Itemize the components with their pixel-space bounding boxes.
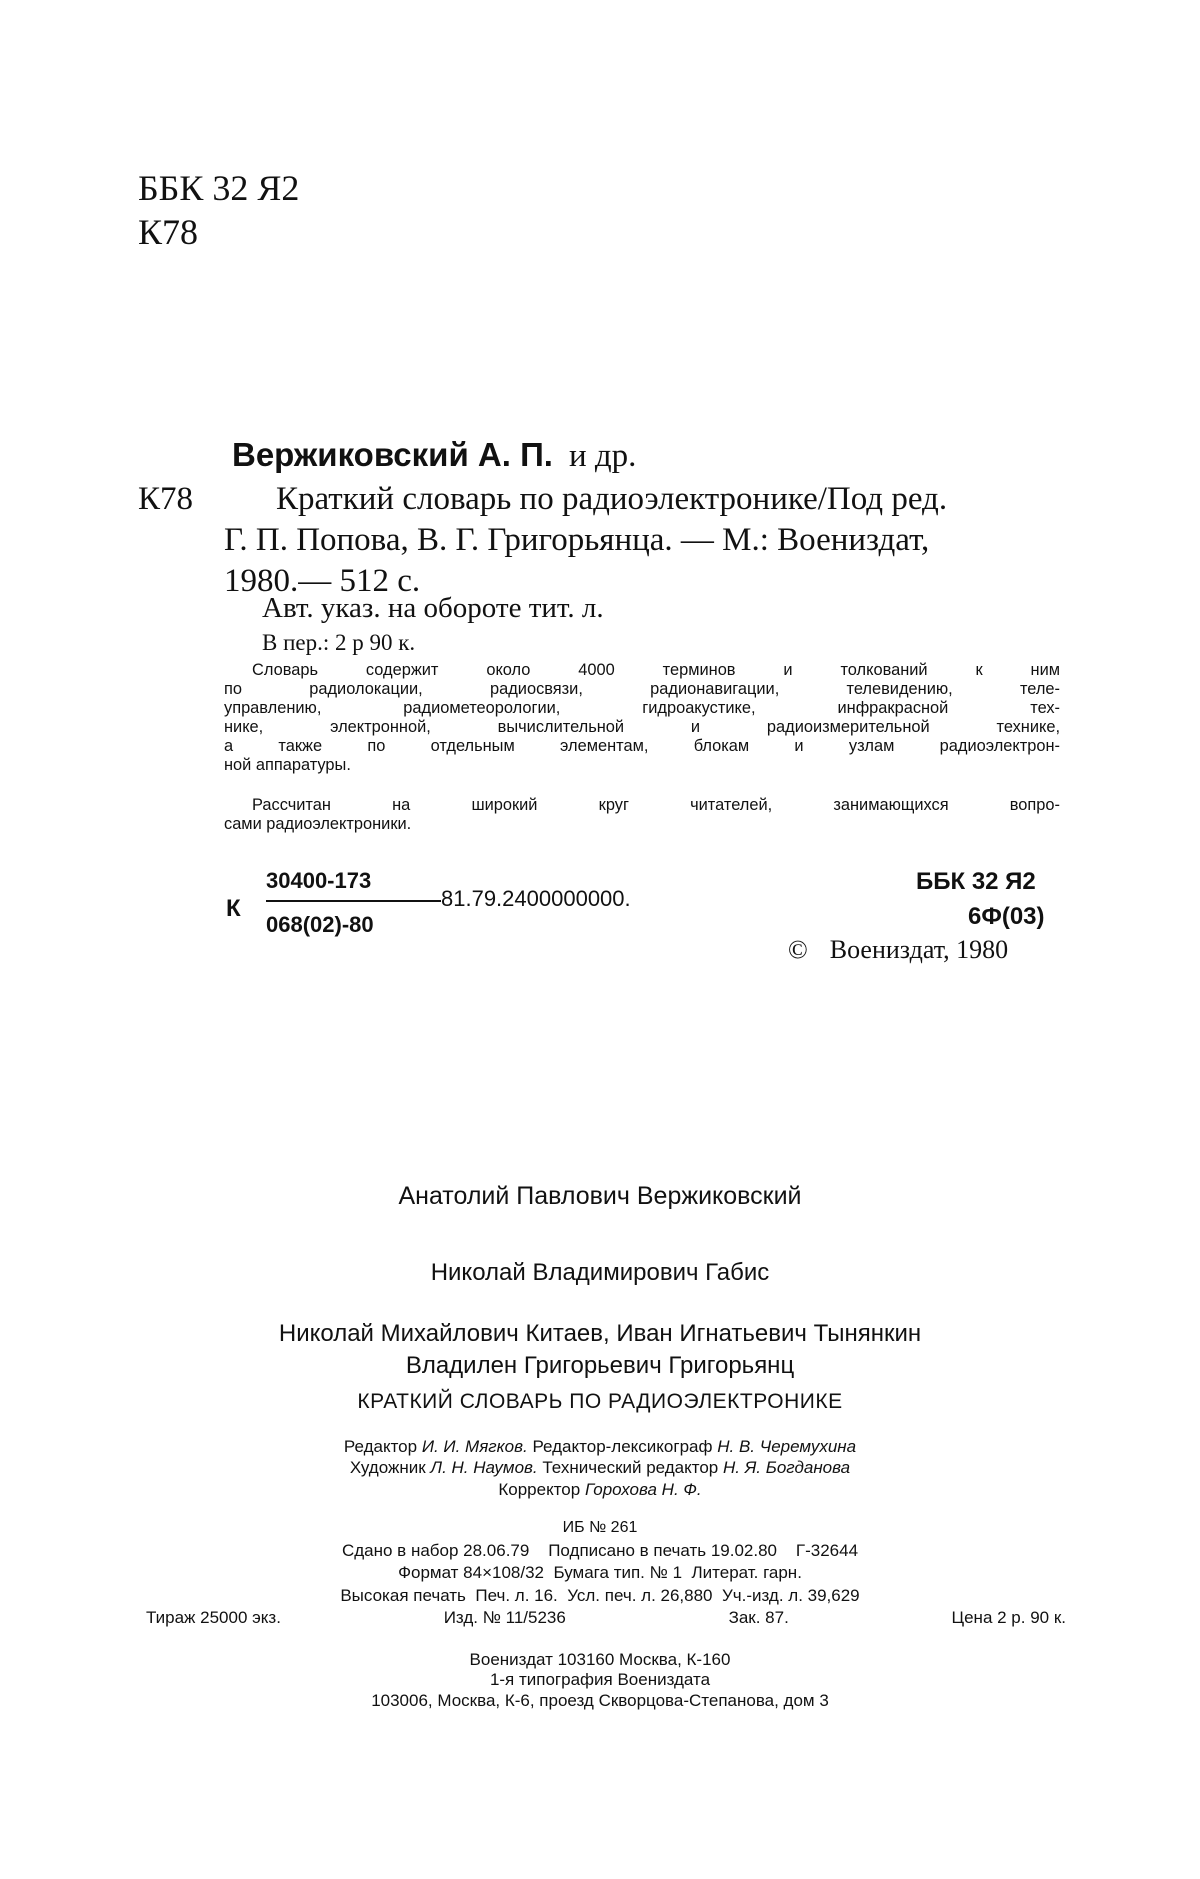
address-line-1: Воениздат 103160 Москва, К-160 — [469, 1650, 731, 1669]
tech-editor-label: Технический редактор — [542, 1458, 719, 1477]
tech-editor-name: Н. Я. Богданова — [723, 1458, 851, 1477]
authors-note: Авт. указ. на обороте тит. л. — [262, 592, 604, 624]
fraction-bar — [266, 900, 441, 902]
credits-line-1 — [0, 1437, 1200, 1457]
coauthor-line-3: Владилен Григорьевич Григорьянц — [405, 1352, 795, 1379]
author-mark-side: К78 — [138, 481, 194, 517]
audience-note — [224, 796, 1060, 834]
author-name: Вержиковский А. П. — [232, 436, 553, 473]
annotation-line: по радиолокации, радиосвязи, радионавигации, телевидению, теле- — [224, 679, 1060, 698]
artist-label: Художник — [349, 1458, 426, 1477]
index-numerator: 30400-173 — [266, 868, 372, 893]
editor-label: Редактор — [343, 1437, 418, 1456]
index-denominator: 068(02)-80 — [266, 912, 374, 937]
annotation — [224, 661, 1060, 774]
book-title: КРАТКИЙ СЛОВАРЬ ПО РАДИОЭЛЕКТРОНИКЕ — [357, 1390, 843, 1413]
proofreader-name: Горохова Н. Ф. — [584, 1480, 702, 1499]
credits-line-3 — [0, 1480, 1200, 1500]
annotation-line: Словарь содержит около 4000 терминов и толкований к ним — [252, 661, 1060, 679]
annotation-line: а также по отдельным элементам, блокам и узлам радиоэлектрон- — [224, 736, 1060, 755]
ib-number: ИБ № 261 — [562, 1519, 638, 1536]
address-line-2: 1-я типография Воениздата — [489, 1670, 711, 1689]
lexicographer-label: Редактор-лексикограф — [532, 1437, 713, 1456]
izd-number: Изд. № 11/5236 — [443, 1608, 566, 1627]
tech-line-4 — [146, 1608, 1066, 1628]
lexicographer-name: Н. В. Черемухина — [717, 1437, 857, 1456]
editor-name: И. И. Мягков. — [421, 1437, 528, 1456]
index-k-letter: К — [226, 895, 241, 922]
copyright-holder: Воениздат, 1980 — [829, 935, 1009, 964]
order-number: Зак. 87. — [728, 1608, 789, 1627]
annotation-line: ной аппаратуры. — [224, 755, 351, 774]
title-line-1: Краткий словарь по радиоэлектронике/Под ред. — [276, 481, 948, 517]
full-author-name: Анатолий Павлович Вержиковский — [398, 1182, 802, 1210]
audience-line: Рассчитан на широкий круг читателей, занимающихся вопро- — [252, 796, 1060, 814]
tech-line-3: Высокая печать Печ. л. 16. Усл. печ. л. 26,880 Уч.-изд. л. 39,629 — [340, 1586, 860, 1605]
copyright-line — [788, 935, 1008, 965]
copyright-icon: © — [788, 935, 808, 964]
udc-code: 6Ф(03) — [968, 903, 1045, 930]
credits-line-2 — [0, 1458, 1200, 1478]
bbk-code-right: ББК 32 Я2 — [916, 868, 1036, 895]
proofreader-label: Корректор — [498, 1480, 581, 1499]
audience-line: сами радиоэлектроники. — [224, 814, 412, 833]
et-al: и др. — [568, 438, 637, 474]
annotation-line: управлению, радиометеорологии, гидроакустике, инфракрасной тех- — [224, 698, 1060, 717]
price-line: В пер.: 2 р 90 к. — [262, 630, 416, 655]
tech-line-1: Сдано в набор 28.06.79 Подписано в печать 19.02.80 Г-32644 — [341, 1541, 859, 1560]
coauthor-line-1: Николай Владимирович Габис — [430, 1259, 770, 1286]
title-line-2: Г. П. Попова, В. Г. Григорьянца. — М.: Воениздат, — [224, 522, 930, 558]
tech-line-2: Формат 84×108/32 Бумага тип. № 1 Литерат. гарн. — [398, 1563, 802, 1582]
coauthor-line-2: Николай Михайлович Китаев, Иван Игнатьевич Тынянкин — [278, 1320, 922, 1347]
index-code: 81.79.2400000000. — [441, 886, 631, 911]
author-line — [232, 436, 636, 475]
circulation: Тираж 25000 экз. — [146, 1608, 281, 1627]
price-imprint: Цена 2 р. 90 к. — [951, 1608, 1066, 1627]
artist-name: Л. Н. Наумов. — [430, 1458, 538, 1477]
title-line-3: 1980.— 512 с. — [224, 563, 421, 599]
bbk-code-top: ББК 32 Я2 — [138, 168, 300, 208]
annotation-line: нике, электронной, вычислительной и радиоизмерительной технике, — [224, 717, 1060, 736]
address-line-3: 103006, Москва, К-6, проезд Скворцова-Степанова, дом 3 — [371, 1691, 829, 1710]
author-mark-top: К78 — [138, 212, 199, 252]
